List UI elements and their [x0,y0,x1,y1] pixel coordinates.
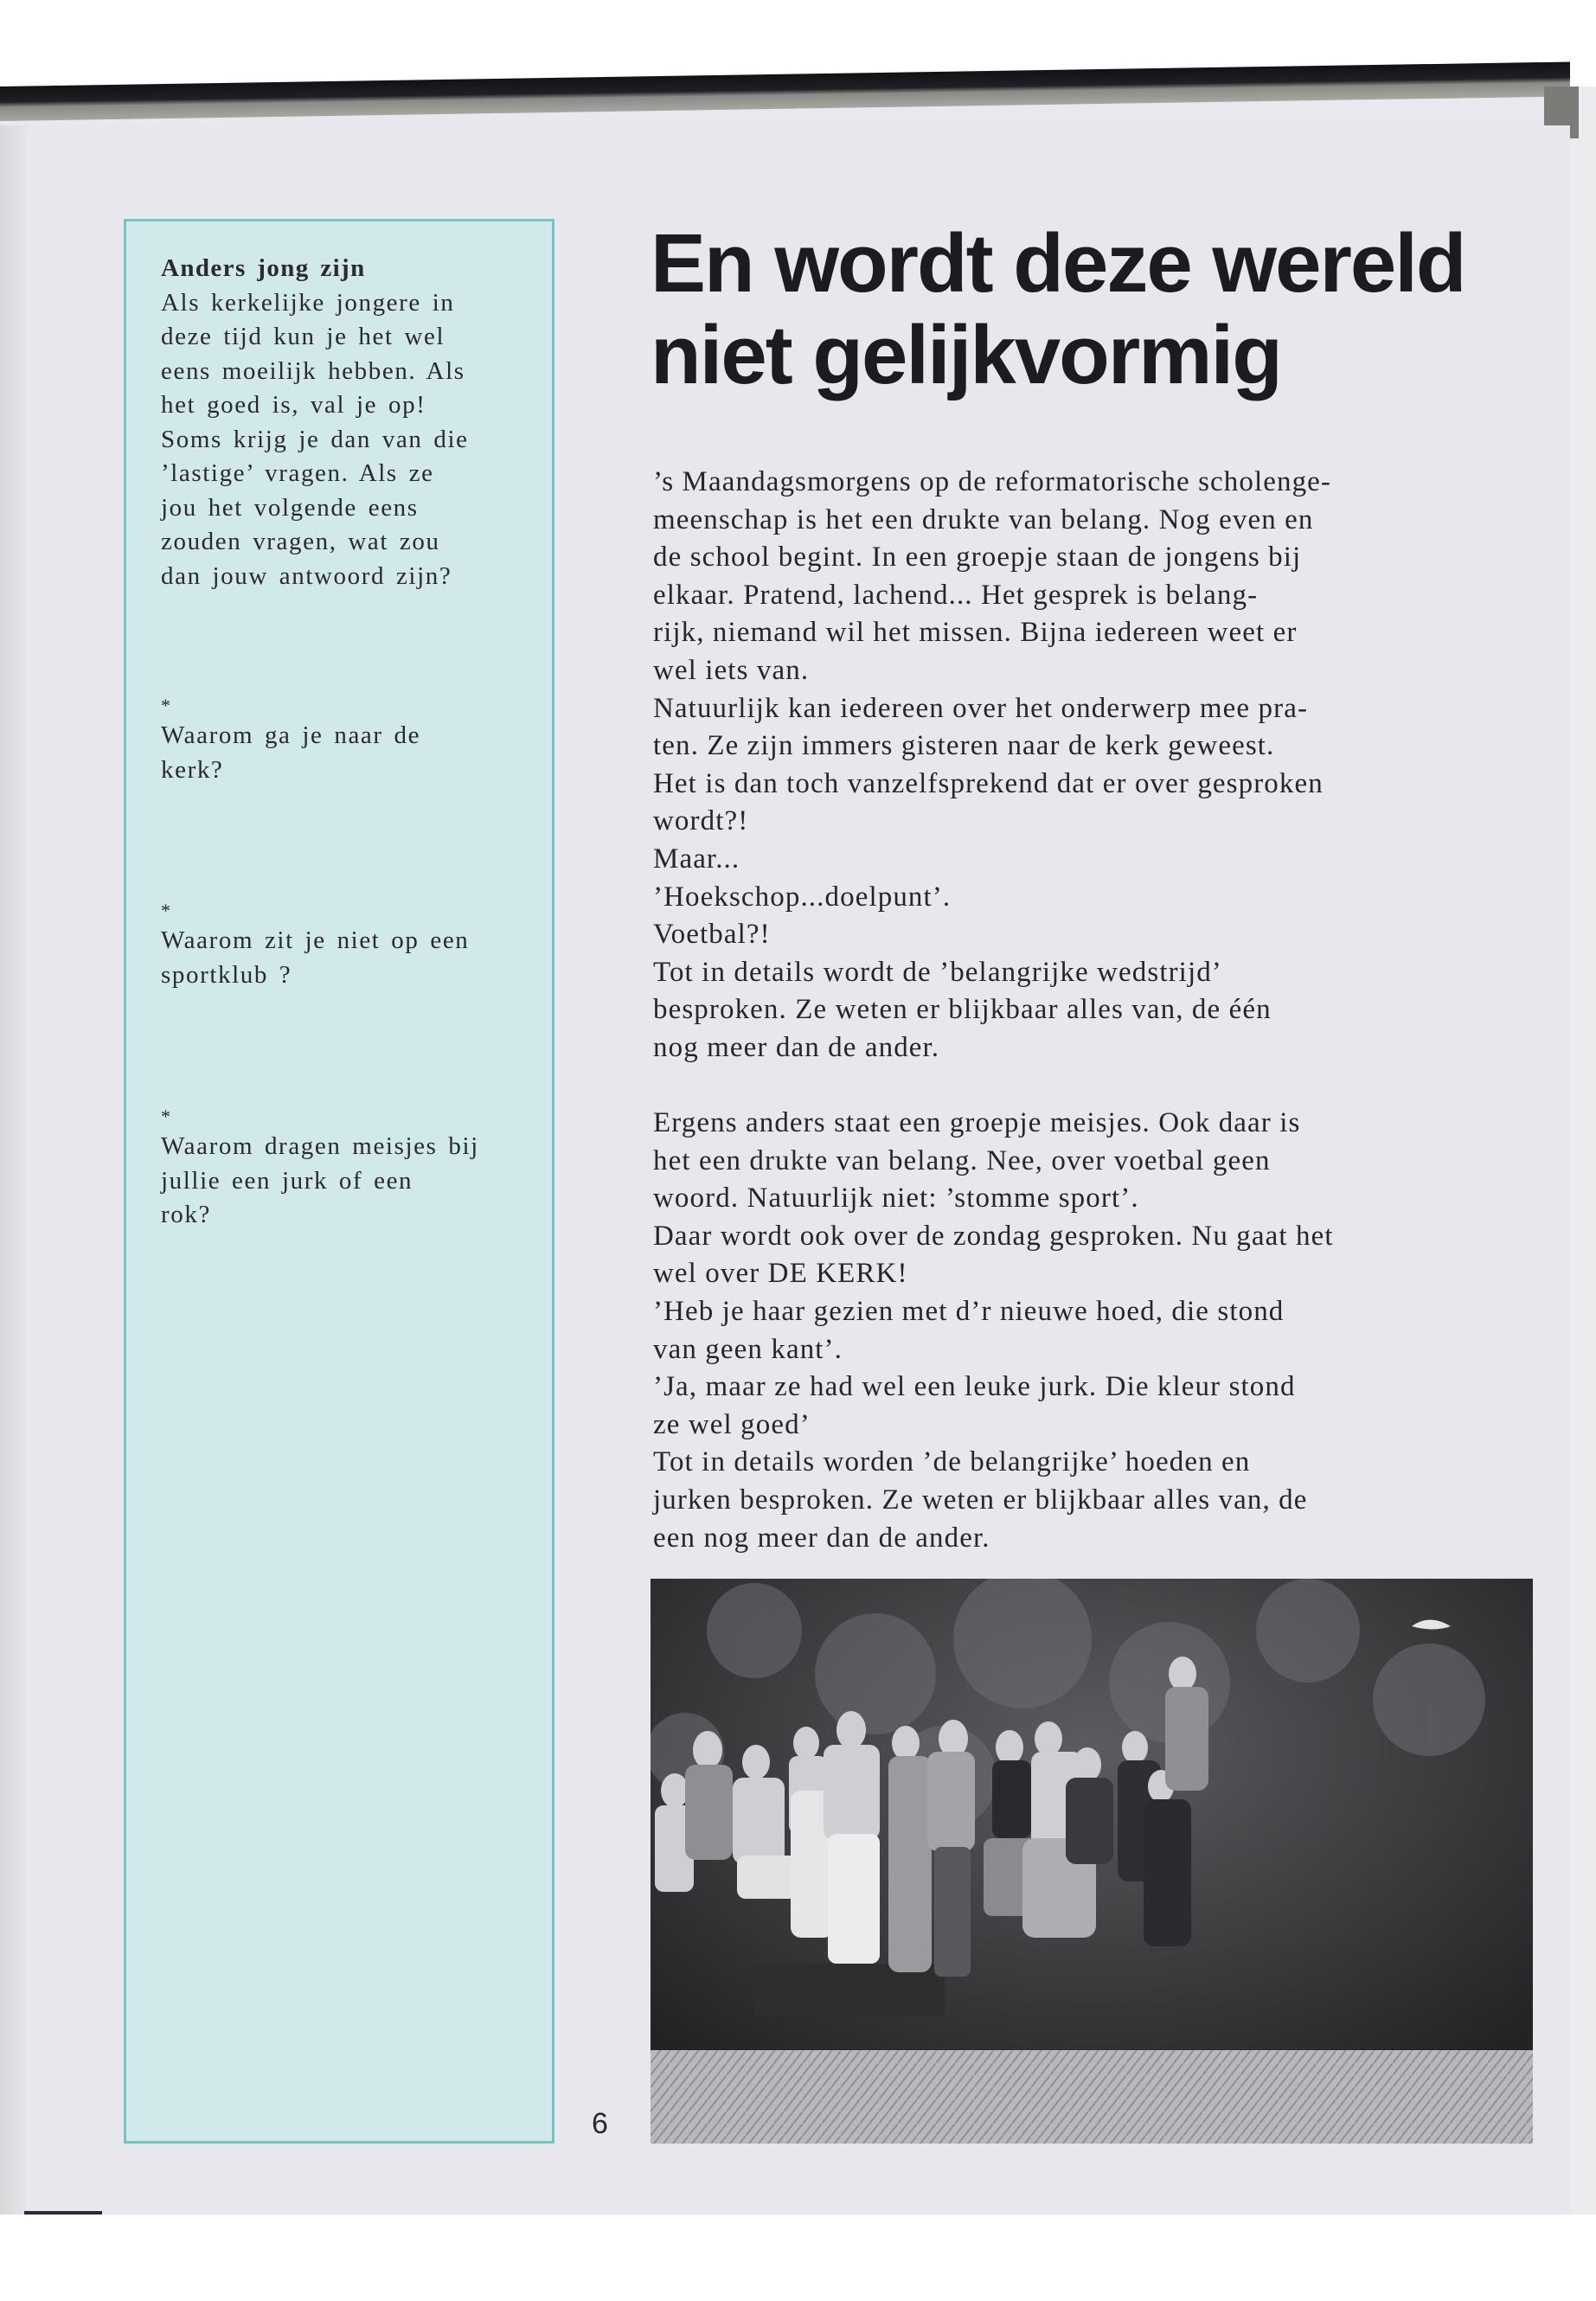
body-line: ’Ja, maar ze had wel een leuke jurk. Die kleur stond [653,1371,1296,1403]
paragraph-gap [653,1067,1535,1106]
body-line: meenschap is het een drukte van belang. Nog even en [653,503,1314,535]
body-line: Het is dan toch vanzelfsprekend dat er over gesproken [653,767,1324,799]
question-line: Waarom zit je niet op een [161,926,470,954]
question-line: Waarom dragen meisjes bij [161,1132,479,1160]
article-body [653,464,1535,1557]
sidebar-intro-line: deze tijd kun je het wel [161,323,445,350]
book-left-edge [0,125,26,2214]
asterisk-bullet-icon: * [161,695,172,716]
article-heading [651,218,1593,401]
body-line: ze wel goed’ [653,1408,811,1440]
body-line: Voetbal?! [653,919,771,951]
body-line: een nog meer dan de ander. [653,1522,990,1554]
paragraph-boys [653,464,1535,1067]
sidebar-intro-line: het goed is, val je op! [161,391,426,419]
book-bottom-edge [24,2211,102,2214]
body-line: Daar wordt ook over de zondag gesproken. Nu gaat het [653,1220,1334,1252]
body-line: wel iets van. [653,654,810,686]
body-line: de school begint. In een groepje staan de jongens bij [653,542,1302,574]
paragraph-girls [653,1105,1535,1557]
body-line: jurken besproken. Ze weten er blijkbaar alles van, de [653,1484,1308,1516]
body-line: elkaar. Pratend, lachend... Het gesprek is belang- [653,579,1259,611]
heading-line: niet gelijkvormig [651,309,1281,401]
body-line: Natuurlijk kan iedereen over het onderwerp mee pra- [653,692,1309,724]
question-line: Waarom ga je naar de [161,721,421,749]
body-line: ten. Ze zijn immers gisteren naar de kerk geweest. [653,730,1275,762]
body-line: wordt?! [653,805,749,837]
sidebar-intro-line: zouden vragen, wat zou [161,528,440,555]
sidebar-box [124,219,554,2144]
body-line: ’Heb je haar gezien met d’r nieuwe hoed, die stond [653,1296,1285,1328]
sidebar-intro-line: eens moeilijk hebben. Als [161,356,465,385]
body-line: woord. Natuurlijk niet: ’stomme sport’. [653,1183,1139,1215]
body-line: nog meer dan de ander. [653,1031,940,1063]
sidebar-intro-line: Als kerkelijke jongere in [161,288,455,317]
scan-margin-right [1570,87,1596,2214]
sidebar-intro-line: Soms krijg je dan van die [161,425,469,453]
sidebar-question-2 [161,898,542,992]
sidebar-intro-line: dan jouw antwoord zijn? [161,561,452,590]
body-line: rijk, niemand wil het missen. Bijna iedereen weet er [653,617,1298,649]
body-line: van geen kant’. [653,1333,843,1365]
question-line: sportklub ? [161,960,292,989]
sidebar-intro [161,252,542,593]
heading-line: En wordt deze wereld [651,217,1465,310]
photo-illustration [651,1579,1533,2144]
sidebar-question-1 [161,693,542,787]
sidebar-title: Anders jong zijn [161,254,366,282]
body-line: wel over DE KERK! [653,1258,908,1290]
group-photo [651,1579,1533,2144]
body-line: Tot in details wordt de ’belangrijke wedstrijd’ [653,956,1222,988]
asterisk-bullet-icon: * [161,1106,172,1127]
sidebar-intro-line: ’lastige’ vragen. Als ze [161,459,434,487]
body-line: Maar... [653,843,740,875]
question-line: jullie een jurk of een [161,1166,413,1195]
asterisk-bullet-icon: * [161,900,172,921]
sidebar-intro-line: jou het volgende eens [161,493,419,522]
sidebar-question-3 [161,1104,542,1233]
question-line: rok? [161,1201,211,1228]
body-line: Tot in details worden ’de belangrijke’ hoeden en [653,1446,1251,1478]
question-line: kerk? [161,755,224,784]
body-line: ’Hoekschop...doelpunt’. [653,881,952,913]
body-line: het een drukte van belang. Nee, over voetbal geen [653,1144,1271,1176]
body-line: ’s Maandagsmorgens op de reformatorische scholenge- [653,466,1332,497]
body-line: Ergens anders staat een groepje meisjes. Ook daar is [653,1107,1301,1139]
page-number: 6 [592,2107,608,2140]
body-line: besproken. Ze weten er blijkbaar alles van, de één [653,994,1272,1026]
